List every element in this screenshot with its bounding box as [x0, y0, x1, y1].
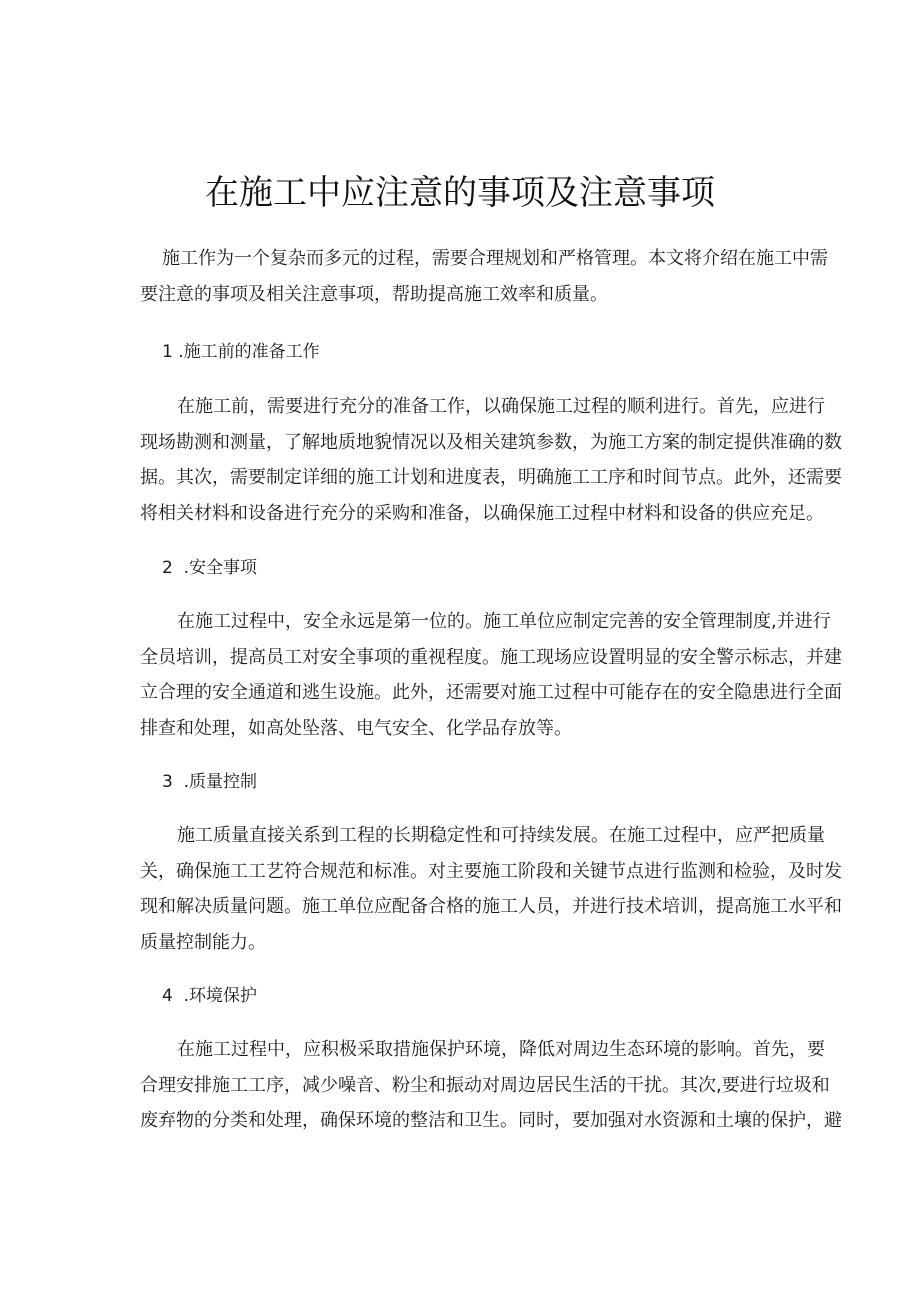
paragraph-line: 将相关材料和设备进行充分的采购和准备，以确保施工过程中材料和设备的供应充足。 — [140, 502, 824, 524]
section-heading-1: 1 .施工前的准备工作 — [162, 342, 320, 362]
intro-paragraph — [140, 241, 828, 312]
section-paragraph-2 — [140, 604, 842, 746]
paragraph-line: 在施工过程中，应积极采取措施保护环境，降低对周边生态环境的影响。首先，要 — [177, 1039, 825, 1060]
paragraph-line: 据。其次，需要制定详细的施工计划和进度表，明确施工工序和时间节点。此外，还需要 — [140, 467, 842, 488]
section-heading-4: 4 .环境保护 — [162, 986, 258, 1006]
paragraph-line: 现场勘测和测量，了解地质地貌情况以及相关建筑参数，为施工方案的制定提供准确的数 — [140, 431, 842, 453]
paragraph-line: 合理安排施工工序，减少噪音、粉尘和振动对周边居民生活的干扰。其次,要进行垃圾和 — [140, 1074, 830, 1096]
paragraph-line: 施工作为一个复杂而多元的过程，需要合理规划和严格管理。本文将介绍在施工中需 — [162, 248, 828, 269]
paragraph-line: 全员培训，提高员工对安全事项的重视程度。施工现场应设置明显的安全警示标志，并建 — [140, 646, 842, 668]
paragraph-line: 施工质量直接关系到工程的长期稳定性和可持续发展。在施工过程中，应严把质量 — [177, 825, 825, 846]
paragraph-line: 要注意的事项及相关注意事项，帮助提高施工效率和质量。 — [140, 283, 608, 305]
paragraph-line: 质量控制能力。 — [140, 931, 266, 953]
section-paragraph-4 — [140, 1032, 842, 1139]
section-paragraph-3 — [140, 818, 842, 960]
paragraph-line: 关，确保施工工艺符合规范和标准。对主要施工阶段和关键节点进行监测和检验，及时发 — [140, 860, 842, 882]
paragraph-line: 立合理的安全通道和逃生设施。此外，还需要对施工过程中可能存在的安全隐患进行全面 — [140, 682, 842, 703]
paragraph-line: 废弃物的分类和处理，确保环境的整洁和卫生。同时，要加强对水资源和土壤的保护，避 — [140, 1110, 842, 1131]
section-heading-3: 3 .质量控制 — [162, 772, 258, 792]
document-title: 在施工中应注意的事项及注意事项 — [205, 173, 715, 213]
paragraph-line: 在施工过程中，安全永远是第一位的。施工单位应制定完善的安全管理制度,并进行 — [177, 611, 831, 632]
paragraph-line: 现和解决质量问题。施工单位应配备合格的施工人员，并进行技术培训，提高施工水平和 — [140, 896, 842, 917]
paragraph-line: 排查和处理，如高处坠落、电气安全、化学品存放等。 — [140, 717, 572, 739]
section-paragraph-1 — [140, 389, 842, 531]
section-heading-2: 2 .安全事项 — [162, 558, 258, 578]
paragraph-line: 在施工前，需要进行充分的准备工作，以确保施工过程的顺利进行。首先，应进行 — [177, 396, 825, 417]
